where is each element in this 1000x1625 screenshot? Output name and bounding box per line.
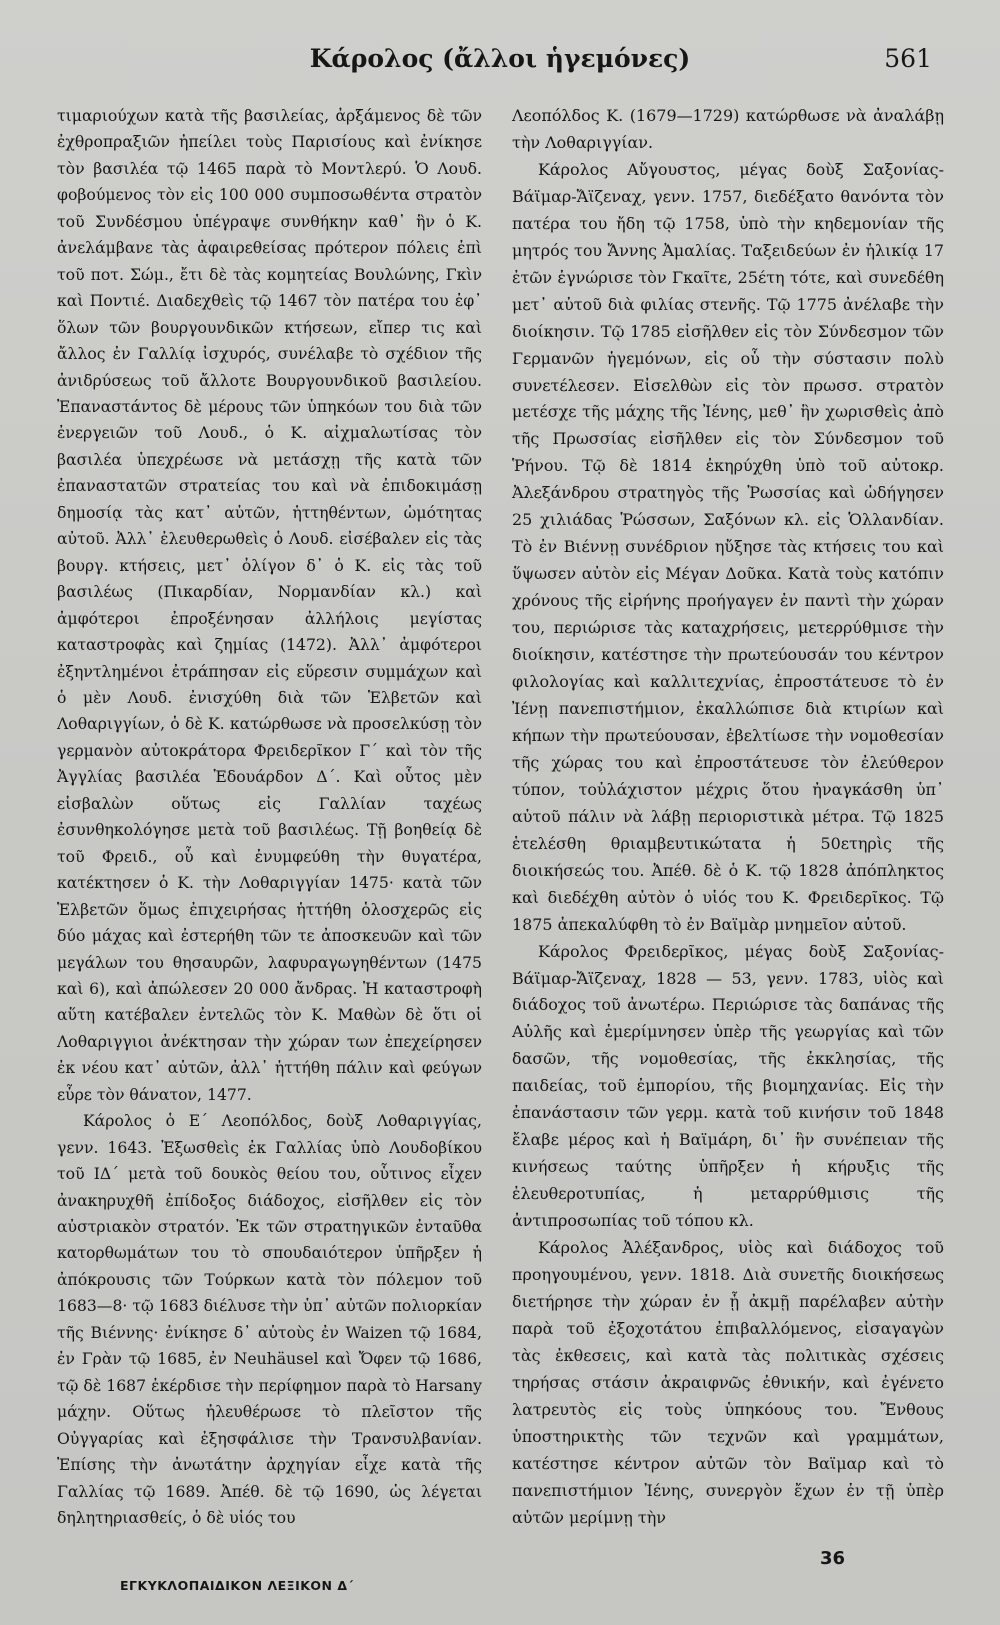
page-header (60, 44, 940, 80)
entry-paragraph: Κάρολος Φρειδερῖκος, μέγας δοὺξ Σαξονίας-Βάϊμαρ-Ἄϊζεναχ, 1828 — 53, γενν. 1783, υἱὸς καὶ διάδοχος τοῦ ἀνωτέρω. Περιώρισε τὰς δαπάνας τῆς Αὐλῆς καὶ ἐμερίμνησεν ὑπὲρ τῆς γεωργίας καὶ τῶν δασῶν, τῆς νομοθεσίας, τῆς ἐκκλησίας, τῆς παιδείας, τοῦ ἐμπορίου, τῆς βιομηχανίας. Εἰς τὴν ἐπανάστασιν τῶν γερμ. κατὰ τοῦ κινήσιν τοῦ 1848 ἔλαβε μέρος καὶ ἡ Βαϊμάρη, δι᾽ ἣν συνέπειαν τῆς κινήσεως ταύτης ὑπῆρξεν ἡ κήρυξις τῆς ἐλευθεροτυπίας, ἡ μεταρρύθμισις τῆς ἀντιπροσωπίας τοῦ τόπου κλ. (512, 941, 944, 1231)
page-number: 561 (884, 44, 932, 73)
printer-signature: ΕΓΚΥΚΛΟΠΑΙΔΙΚΟΝ ΛΕΞΙΚΟΝ Δ´ (120, 1578, 355, 1593)
entry-paragraph: Λεοπόλδος Κ. (1679—1729) κατώρθωσε νὰ ἀναλάβῃ τὴν Λοθαριγγίαν. (512, 106, 944, 152)
entry-paragraph: Κάρολος Ἀλέξανδρος, υἱὸς καὶ διάδοχος τοῦ προηγουμένου, γενν. 1818. Διὰ συνετῆς διοικήσεως διετήρησε τὴν χώραν ἐν ᾗ ἀκμῇ παρέλαβεν αὐτὴν παρὰ τοῦ ἐξοχοτάτου ἐπιβαλλόμενος, εἰσαγαγὼν τὰς ἐκθεσεις, καὶ κατὰ τὰς πολιτικὰς σχέσεις τηρήσας στάσιν ἀκραιφνῶς ἐθνικήν, καὶ ἐγένετο λατρευτὸς εἰς τοὺς ὑπηκόους του. Ἔνθους ὑποστηρικτὴς τῶν τεχνῶν καὶ γραμμάτων, κατέστησε κέντρον αὐτῶν τὸν Βαϊμαρ καὶ τὸ πανεπιστήμιον Ἰένης, συνεργὸν ἔχων ἐν τῇ ὑπὲρ αὐτῶν μερίμνῃ τὴν (512, 1238, 944, 1527)
left-column (57, 103, 482, 1531)
entry-paragraph: Κάρολος ὁ Ε´ Λεοπόλδος, δοὺξ Λοθαριγγίας, γενν. 1643. Ἐξωσθεὶς ἐκ Γαλλίας ὑπὸ Λουδοβίκου τοῦ ΙΔ´ μετὰ τοῦ δουκὸς θείου του, οὗτινος εἶχεν ἀνακηρυχθῆ ἐπίδοξος διάδοχος, εἰσῆλθεν εἰς τὸν αὐστριακὸν στρατόν. Ἐκ τῶν στρατηγικῶν ἐνταῦθα κατορθωμάτων του τὸ σπουδαιότερον ὑπῆρξεν ἡ ἀπόκρουσις τῶν Τούρκων κατὰ τὸν πόλεμον τοῦ 1683—8· τῷ 1683 διέλυσε τὴν ὑπ᾽ αὐτῶν πολιορκίαν τῆς Βιέννης· ἐνίκησε δ᾽ αὐτοὺς ἐν Waizen τῷ 1684, ἐν Γρὰν τῷ 1685, ἐν Neuhäusel καὶ Ὄφεν τῷ 1686, τῷ δὲ 1687 ἐκέρδισε τὴν περίφημον παρὰ τὸ Harsany μάχην. Οὕτως ἠλευθέρωσε τὸ πλεῖστον τῆς Οὐγγαρίας καὶ ἐξησφάλισε τὴν Τρανσυλβανίαν. Ἐπίσης τὴν ἀνωτάτην ἀρχηγίαν εἶχε κατὰ τῆς Γαλλίας τῷ 1689. Ἀπέθ. δὲ τῷ 1690, ὡς λέγεται δηλητηριασθείς, ὁ δὲ υἱός του (57, 1111, 482, 1528)
signature-number: 36 (820, 1548, 846, 1569)
right-column (512, 103, 944, 1532)
entry-paragraph: Κάρολος Αὔγουστος, μέγας δοὺξ Σαξονίας-Βάϊμαρ-Ἄϊζεναχ, γενν. 1757, διεδέξατο θανόντα τὸν πατέρα του ἤδη τῷ 1758, ὑπὸ τὴν κηδεμονίαν τῆς μητρός του Ἄννης Ἀμαλίας. Ταξειδεύων ἐν ἡλικίᾳ 17 ἐτῶν ἐγνώρισε τὸν Γκαῖτε, 25έτη τότε, καὶ συνεδέθη μετ᾽ αὐτοῦ διὰ φιλίας στενῆς. Τῷ 1775 ἀνέλαβε τὴν διοίκησιν. Τῷ 1785 εἰσῆλθεν εἰς τὸν Σύνδεσμον τῶν Γερμανῶν ἡγεμόνων, εἰς οὗ τὴν σύστασιν πολὺ συνετέλεσεν. Εἰσελθὼν εἰς τὸν πρωσσ. στρατὸν μετέσχε τῆς μάχης τῆς Ἰένης, μεθ᾽ ἣν χωρισθεὶς ἀπὸ τῆς Πρωσσίας εἰσῆλθεν εἰς τὸν Σύνδεσμον τοῦ Ῥήνου. Τῷ δὲ 1814 ἐκηρύχθη ὑπὸ τοῦ αὐτοκρ. Ἀλεξάνδρου στρατηγὸς τῆς Ῥωσσίας καὶ ὡδήγησεν 25 χιλιάδας Ῥώσσων, Σαξόνων κλ. εἰς Ὁλλανδίαν. Τὸ ἐν Βιέννῃ συνέδριον ηὔξησε τὰς κτήσεις του καὶ ὕψωσεν αὐτὸν εἰς Μέγαν Δοῦκα. Κατὰ τοὺς κατόπιν χρόνους τῆς εἰρήνης προήγαγεν ἐν παντὶ τὴν χώραν του, περιώρισε τὰς καταχρήσεις, μετερρύθμισε τὴν διοίκησιν, κατέστησε τὴν πρωτεύουσάν του κέντρον φιλολογίας καὶ καλλιτεχνίας, ἐπροστάτευσε τὸ ἐν Ἰένῃ πανεπιστήμιον, ἐκαλλώπισε διὰ κτιρίων καὶ κήπων τὴν πρωτεύουσαν, ἐβελτίωσε τὴν νομοθεσίαν τῆς χώρας του καὶ ἐπροστάτευσε τὸν ἐλεύθερον τύπον, τοὐλάχιστον μέχρις ὅτου ἠναγκάσθη ὑπ᾽ αὐτοῦ πάλιν νὰ λάβῃ περιοριστικὰ μέτρα. Τῷ 1825 ἑτελέσθη θριαμβευτικώτατα ἡ 50ετηρὶς τῆς διοικήσεώς του. Ἀπέθ. δὲ ὁ Κ. τῷ 1828 ἀπόπληκτος καὶ διεδέχθη αὐτὸν ὁ υἱός του Κ. Φρειδερῖκος. Τῷ 1875 ἀπεκαλύφθη τὸ ἐν Βαϊμὰρ μνημεῖον αὐτοῦ. (512, 159, 944, 934)
entry-paragraph: τιμαριούχων κατὰ τῆς βασιλείας, ἀρξάμενος δὲ τῶν ἐχθροπραξιῶν ἠπείλει τοὺς Παρισίους καὶ ἐνίκησε τὸν βασιλέα τῷ 1465 παρὰ τὸ Μοντλερύ. Ὁ Λουδ. φοβούμενος τὸν εἰς 100 000 συμποσωθέντα στρατὸν τοῦ Συνδέσμου ὑπέγραψε συνθήκην καθ᾽ ἣν ὁ Κ. ἀνελάμβανε τὰς ἀφαιρεθείσας πρότερον πόλεις ἐπὶ τοῦ ποτ. Σώμ., ἔτι δὲ τὰς κομητείας Βουλώνης, Γκὶν καὶ Ποντιέ. Διαδεχθεὶς τῷ 1467 τὸν πατέρα του ἐφ᾽ ὅλων τῶν βουργουνδικῶν κτήσεων, εἴπερ τις καὶ ἄλλος ἐν Γαλλίᾳ ἰσχυρός, συνέλαβε τὸ σχέδιον τῆς ἀνιδρύσεως τοῦ ἄλλοτε Βουργουνδικοῦ βασιλείου. Ἐπαναστάντος δὲ μέρους τῶν ὑπηκόων του διὰ τῶν ἐνεργειῶν τοῦ Λουδ., ὁ Κ. αἰχμαλωτίσας τὸν βασιλέα ὑπεχρέωσε νὰ μετάσχῃ τῆς κατὰ τῶν ἐπαναστατῶν στρατείας του καὶ νὰ ἐπιδοκιμάσῃ δημοσίᾳ τὰς κατ᾽ αὐτῶν, ἡττηθέντων, ὠμότητας αὐτοῦ. Ἀλλ᾽ ἐλευθερωθεὶς ὁ Λουδ. εἰσέβαλεν εἰς τὰς βουργ. κτήσεις, μετ᾽ ὀλίγον δ᾽ ὁ Κ. εἰς τὰς τοῦ βασιλέως (Πικαρδίαν, Νορμανδίαν κλ.) καὶ ἀμφότεροι ἐπροξένησαν ἀλλήλοις μεγίστας καταστροφὰς καὶ ζημίας (1472). Ἀλλ᾽ ἀμφότεροι ἐξηντλημένοι ἐτράπησαν εἰς εὕρεσιν συμμάχων καὶ ὁ μὲν Λουδ. ἐνισχύθη διὰ τῶν Ἑλβετῶν καὶ Λοθαριγγίων, ὁ δὲ Κ. κατώρθωσε νὰ προσελκύσῃ τὸν γερμανὸν αὐτοκράτορα Φρειδερῖκον Γ´ καὶ τὸν τῆς Ἀγγλίας βασιλέα Ἐδουάρδον Δ´. Καὶ οὗτος μὲν εἰσβαλὼν οὕτως εἰς Γαλλίαν ταχέως ἐσυνθηκολόγησε μετὰ τοῦ βασιλέως. Τῇ βοηθείᾳ δὲ τοῦ Φρειδ., οὗ καὶ ἐνυμφεύθη τὴν θυγατέρα, κατέκτησεν ὁ Κ. τὴν Λοθαριγγίαν 1475· κατὰ τῶν Ἑλβετῶν ὅμως ἐπιχειρήσας ἡττήθη ὁλοσχερῶς εἰς δύο μάχας καὶ ἐστερήθη τῶν τε ἀποσκευῶν καὶ τῶν μεγάλων του θησαυρῶν, λαφυραγωγηθέντων (1475 καὶ 6), καὶ ἀπώλεσεν 20 000 ἄνδρας. Ἡ καταστροφὴ αὕτη κατέβαλεν ἐντελῶς τὸν Κ. Μαθὼν δὲ ὅτι οἱ Λοθαριγγιοι ἀνέκτησαν τὴν χώραν των ἐπεχείρησεν ἐκ νέου κατ᾽ αὐτῶν, ἀλλ᾽ ἡττήθη πάλιν καὶ φεύγων εὗρε τὸν θάνατον, 1477. (57, 106, 482, 1104)
running-head: Κάρολος (ἄλλοι ἡγεμόνες) (309, 44, 691, 73)
